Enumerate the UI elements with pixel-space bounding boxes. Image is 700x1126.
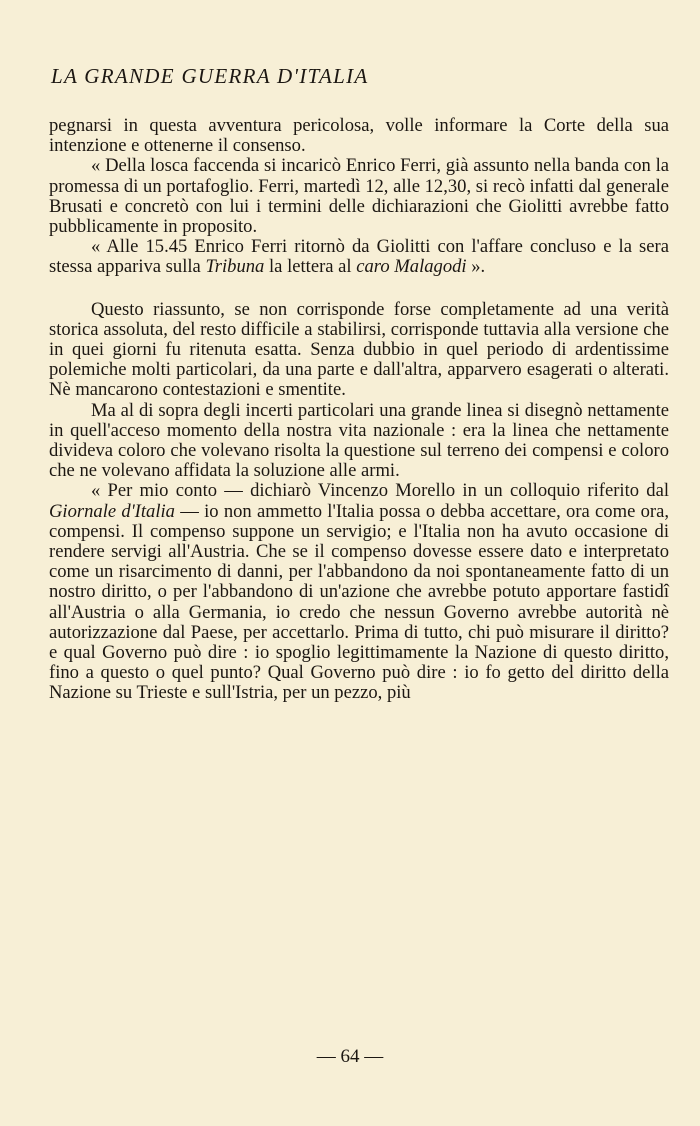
paragraph <box>49 300 669 401</box>
text-run: pegnarsi in questa avventura pericolosa, volle informare la Corte della sua intenzione e ottenerne il consenso. <box>49 115 669 157</box>
paragraph <box>49 237 669 277</box>
text-run: la lettera al <box>264 256 357 278</box>
italic-text: caro Malagodi <box>356 256 467 278</box>
italic-text: Giornale d'Italia <box>49 500 175 522</box>
paragraph <box>49 481 669 703</box>
body-text <box>49 116 669 704</box>
italic-text: Tribuna <box>205 256 265 278</box>
paragraph <box>49 401 669 482</box>
text-run: ». <box>466 256 486 278</box>
running-head: LA GRANDE GUERRA D'ITALIA <box>51 64 369 88</box>
text-run: Questo riassunto, se non corrisponde forse completamente ad una verità storica assoluta, del resto difficile a stabilirsi, corrisponde tuttavia alla versione che in quei giorni fu ritenuta esatta. Senza dubbio in quel periodo di ardentissime polemiche molti particolari, da una parte e dall'altra, apparvero esagerati o alterati. Nè mancarono contestazioni e smentite. <box>49 298 669 401</box>
text-run: — io non ammetto l'Italia possa o debba accettare, ora come ora, compensi. Il compenso suppone un servigio; e l'Italia non ha avuto occasione di rendere servigi all'Austria. Che se il compenso dovesse essere dato e interpretato come un risarcimento di danni, per l'abbandono da noi spontaneamente fatto di un nostro diritto, o per l'abbandono di un'azione che avrebbe potuto apportare fastidî all'Austria o alla Germania, io credo che nessun Governo avrebbe autorità nè autorizzazione dal Paese, per accettarlo. Prima di tutto, chi può misurare il diritto? e qual Governo può dire : io spoglio legittimamente la Nazione di questo diritto, fino a questo o quel punto? Qual Governo può dire : io fo getto del diritto della Nazione su Trieste e sull'Istria, per un pezzo, più <box>49 500 669 704</box>
text-run: Ma al di sopra degli incerti particolari una grande linea si disegnò nettamente in quell'acceso momento della nostra vita nazionale : era la linea che nettamente divideva coloro che volevano risolta la questione sul terreno dei compensi e coloro che ne volevano affidata la soluzione alle armi. <box>49 399 669 482</box>
text-run: « Per mio conto — dichiarò Vincenzo Morello in un colloquio riferito dal <box>91 480 669 502</box>
paragraph <box>49 116 669 156</box>
text-run: « Della losca faccenda si incaricò Enrico Ferri, già assunto nella banda con la promessa di un portafoglio. Ferri, martedì 12, alle 12,30, si recò infatti dal generale Brusati e concretò con lui i termini delle dichiarazioni che Giolitti avrebbe fatto pubblicamente in proposito. <box>49 155 669 238</box>
page-number: — 64 — <box>316 1046 384 1067</box>
paragraph <box>49 156 669 237</box>
text-run: « Alle 15.45 Enrico Ferri ritornò da Giolitti con l'affare concluso e la sera stessa appariva sulla <box>49 236 669 278</box>
